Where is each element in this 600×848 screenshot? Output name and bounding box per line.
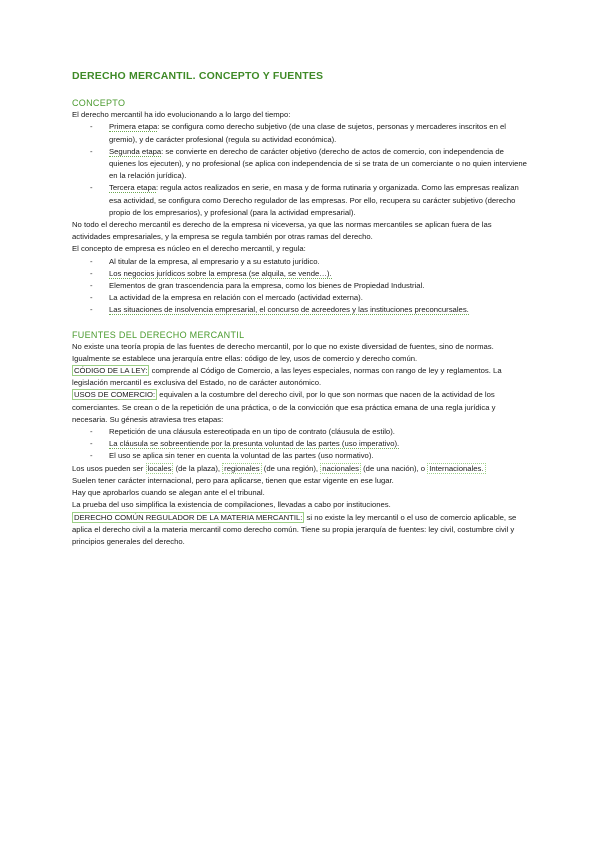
list-item [72, 438, 532, 450]
usos-label: USOS DE COMERCIO: [74, 390, 156, 400]
derecho-comun-text: si no existe la ley mercantil o el uso de comercio aplicable, se aplica el derecho civil a la materia mercantil como derecho común. Tiene su propia jerarquía de fuentes: ley civil, costumbre civil y principios generales del derecho. [72, 512, 517, 546]
list-item [72, 268, 532, 280]
paragraph: No todo el derecho mercantil es derecho de la empresa ni viceversa, ya que las normas mercantiles se aplican fuera de las actividades empresariales, y la empresa se regula también por otras ramas del derecho. [72, 220, 492, 242]
dash-bullet: - [90, 122, 93, 132]
etapa-text: : se convierte en derecho de carácter objetivo (derecho de actos de comercio, con independencia de quienes los ejecuten), y no profesional (se aplica con independencia de si se trata de un comerciante o no quien interviene en la relación jurídica). [109, 146, 527, 181]
tipo-regionales: regionales [224, 463, 260, 473]
section-heading-fuentes: FUENTES DEL DERECHO MERCANTIL [72, 329, 245, 340]
paragraph-derecho-comun [72, 512, 532, 549]
list-item [72, 304, 532, 316]
dash-bullet: - [90, 427, 93, 437]
dash-bullet: - [90, 439, 93, 449]
tipo-locales: locales [147, 463, 172, 473]
list-item [72, 182, 532, 219]
dash-bullet: - [90, 183, 93, 193]
etapas-list [72, 121, 532, 219]
paragraph: No existe una teoría propia de las fuentes de derecho mercantil, por lo que no existe diversidad de fuentes, sino de normas. Igualmente se establece una jerarquía entre ellas: código de ley, usos de comercio y derecho común. [72, 341, 494, 363]
dash-bullet: - [90, 451, 93, 461]
list-item-text: El uso se aplica sin tener en cuenta la voluntad de las partes (uso normativo). [109, 451, 374, 461]
tipos-text: (de una región), [261, 463, 321, 473]
list-item-text: Las situaciones de insolvencia empresarial, el concurso de acreedores y las instituciones preconcursales. [109, 305, 469, 315]
tipos-text: (de la plaza), [173, 463, 223, 473]
list-item-text: La cláusula se sobreentiende por la presunta voluntad de las partes (uso imperativo). [109, 439, 400, 449]
paragraph-codigo [72, 365, 532, 389]
list-item [72, 146, 532, 183]
list-item-text: Al titular de la empresa, al empresario y a su estatuto jurídico. [109, 256, 320, 266]
dash-bullet: - [90, 146, 93, 156]
tipo-nacionales: nacionales [322, 463, 359, 473]
list-item [72, 292, 532, 304]
paragraph: La prueba del uso simplifica la existencia de compilaciones, llevadas a cabo por instituciones. [72, 500, 391, 510]
etapa-label: Primera etapa [109, 122, 158, 132]
codigo-label: CÓDIGO DE LA LEY: [74, 366, 148, 376]
list-item [72, 256, 532, 268]
tipo-internacionales: Internacionales. [429, 463, 484, 473]
list-item-text: Los negocios jurídicos sobre la empresa (se alquila, se vende…). [109, 268, 332, 278]
paragraph: El concepto de empresa es núcleo en el derecho mercantil, y regula: [72, 244, 306, 254]
dash-bullet: - [90, 281, 93, 291]
list-item [72, 280, 532, 292]
paragraph: El derecho mercantil ha ido evolucionando a lo largo del tiempo: [72, 110, 291, 120]
etapa-text: : regula actos realizados en serie, en masa y de forma rutinaria y organizada. Como las empresas realizan esa actividad, se configura como Derecho regulador de las empresas. Por ello, recupera su carácter subjetivo (derecho propio de los empresarios), y profesional (para la actividad empresarial). [109, 183, 519, 217]
usos-etapas-list [72, 426, 532, 463]
list-item [72, 450, 532, 462]
tipos-text: Los usos pueden ser [72, 463, 146, 473]
paragraph-usos [72, 389, 532, 426]
paragraph: Suelen tener carácter internacional, pero para aplicarse, tienen que estar vigente en ese lugar. [72, 475, 394, 485]
derecho-comun-label: DERECHO COMÚN REGULADOR DE LA MATERIA MERCANTIL: [74, 512, 303, 522]
paragraph-tipos-usos [72, 463, 532, 475]
tipos-text: (de una nación), o [360, 463, 428, 473]
etapa-label: Tercera etapa [109, 183, 157, 193]
paragraph: Hay que aprobarlos cuando se alegan ante el el tribunal. [72, 488, 265, 498]
list-item-text: La actividad de la empresa en relación con el mercado (actividad externa). [109, 293, 363, 303]
etapa-text: : se configura como derecho subjetivo (de una clase de sujetos, personas y mercaderes inscritos en el gremio), y de carácter profesional (regula su actividad económica). [109, 122, 506, 144]
etapa-label: Segunda etapa [109, 146, 162, 156]
dash-bullet: - [90, 256, 93, 266]
page-title: DERECHO MERCANTIL. CONCEPTO Y FUENTES [72, 70, 324, 82]
list-item-text: Repetición de una cláusula estereotipada en un tipo de contrato (cláusula de estilo). [109, 427, 395, 437]
dash-bullet: - [90, 268, 93, 278]
list-item [72, 121, 532, 145]
codigo-text: comprende al Código de Comercio, a las leyes especiales, normas con rango de ley y reglamentos. La legislación mercantil es exclusiva del Estado, no de carácter autonómico. [72, 366, 502, 388]
usos-text: equivalen a la costumbre del derecho civil, por lo que son normas que nacen de la actividad de los comerciantes. Se crean o de la repetición de una práctica, o de la convicción que esa práctica emana de una regla jurídica y necesaria. Su génesis atraviesa tres etapas: [72, 390, 496, 424]
section-heading-concepto: CONCEPTO [72, 98, 126, 109]
dash-bullet: - [90, 305, 93, 315]
list-item-text: Elementos de gran trascendencia para la empresa, como los bienes de Propiedad Industrial. [109, 281, 425, 291]
document-body [72, 70, 532, 548]
regula-list [72, 256, 532, 317]
list-item [72, 426, 532, 438]
dash-bullet: - [90, 293, 93, 303]
